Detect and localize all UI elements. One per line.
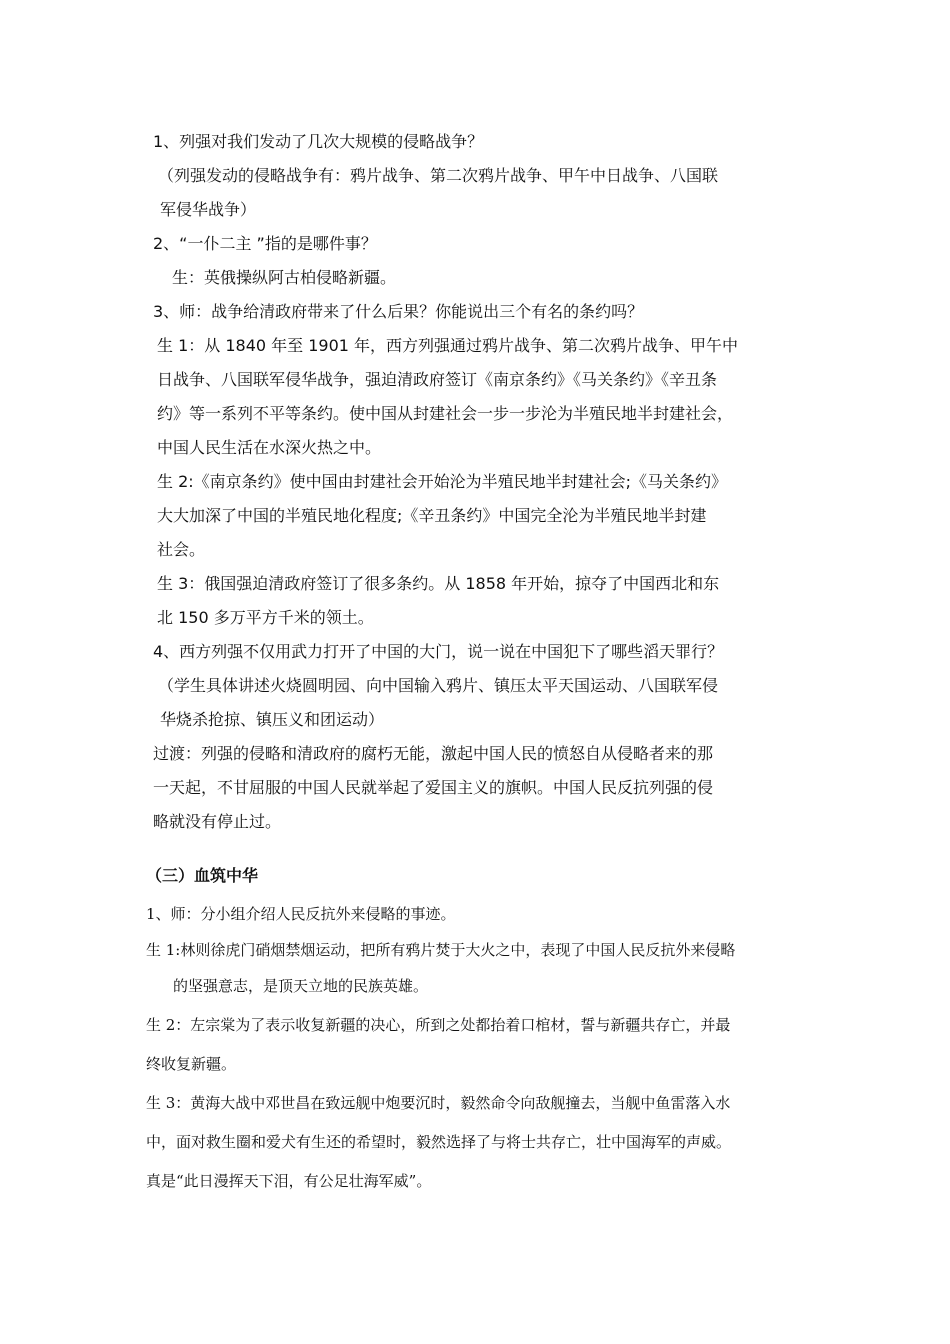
section-prompt: 1、师：分小组介绍人民反抗外来侵略的事迹。 <box>146 905 456 923</box>
student-3-line-2: 北 150 多万平方千米的领土。 <box>157 608 374 627</box>
student-1-line-3: 约》等一系列不平等条约。使中国从封建社会一步一步沦为半殖民地半封建社会， <box>157 404 734 423</box>
section-student-2-line-2: 终收复新疆。 <box>146 1055 237 1073</box>
student-2-line-2: 大大加深了中国的半殖民地化程度;《辛丑条约》中国完全沦为半殖民地半封建 <box>157 506 707 525</box>
question-1: 1、列强对我们发动了几次大规模的侵略战争？ <box>153 132 484 151</box>
student-2-line-1: 生 2:《南京条约》使中国由封建社会开始沦为半殖民地半封建社会;《马关条约》 <box>157 472 728 491</box>
answer-4-line-1: （学生具体讲述火烧圆明园、向中国输入鸦片、镇压太平天国运动、八国联军侵 <box>158 676 719 695</box>
section-student-2-line-1: 生 2：左宗棠为了表示收复新疆的决心，所到之处都抬着口棺材，誓与新疆共存亡，并最 <box>146 1016 731 1034</box>
section-student-1-line-2: 的坚强意志，是顶天立地的民族英雄。 <box>173 977 429 995</box>
section-heading: （三）血筑中华 <box>146 866 259 885</box>
transition-line-3: 略就没有停止过。 <box>153 812 282 831</box>
answer-4-line-2: 华烧杀抢掠、镇压义和团运动） <box>160 710 385 729</box>
student-2-line-3: 社会。 <box>157 540 206 559</box>
section-student-3-line-2: 中，面对救生圈和爱犬有生还的希望时，毅然选择了与将士共存亡，壮中国海军的声威。 <box>146 1133 732 1151</box>
answer-1-line-1: （列强发动的侵略战争有：鸦片战争、第二次鸦片战争、甲午中日战争、八国联 <box>158 166 719 185</box>
section-student-1-line-1: 生 1:林则徐虎门硝烟禁烟运动，把所有鸦片焚于大火之中，表现了中国人民反抗外来侵略 <box>146 941 736 959</box>
section-student-3-line-1: 生 3：黄海大战中邓世昌在致远舰中炮要沉时，毅然命令向敌舰撞去，当舰中鱼雷落入水 <box>146 1094 731 1112</box>
question-4: 4、西方列强不仅用武力打开了中国的大门，说一说在中国犯下了哪些滔天罪行？ <box>153 642 724 661</box>
student-3-line-1: 生 3：俄国强迫清政府签订了很多条约。从 1858 年开始，掠夺了中国西北和东 <box>157 574 720 593</box>
student-1-line-4: 中国人民生活在水深火热之中。 <box>157 438 382 457</box>
answer-1-line-2: 军侵华战争） <box>160 200 257 219</box>
student-1-line-2: 日战争、八国联军侵华战争，强迫清政府签订《南京条约》《马关条约》《辛丑条 <box>157 370 718 389</box>
transition-line-1: 过渡：列强的侵略和清政府的腐朽无能，激起中国人民的愤怒自从侵略者来的那 <box>153 744 714 763</box>
answer-2: 生：英俄操纵阿古柏侵略新疆。 <box>172 268 397 287</box>
question-2: 2、“一仆二主 ”指的是哪件事？ <box>153 234 377 253</box>
section-student-3-line-3: 真是“此日漫挥天下泪，有公足壮海军威”。 <box>146 1172 432 1190</box>
transition-line-2: 一天起，不甘屈服的中国人民就举起了爱国主义的旗帜。中国人民反抗列强的侵 <box>153 778 714 797</box>
question-3: 3、师：战争给清政府带来了什么后果？你能说出三个有名的条约吗？ <box>153 302 644 321</box>
student-1-line-1: 生 1：从 1840 年至 1901 年，西方列强通过鸦片战争、第二次鸦片战争、甲午中 <box>157 336 739 355</box>
